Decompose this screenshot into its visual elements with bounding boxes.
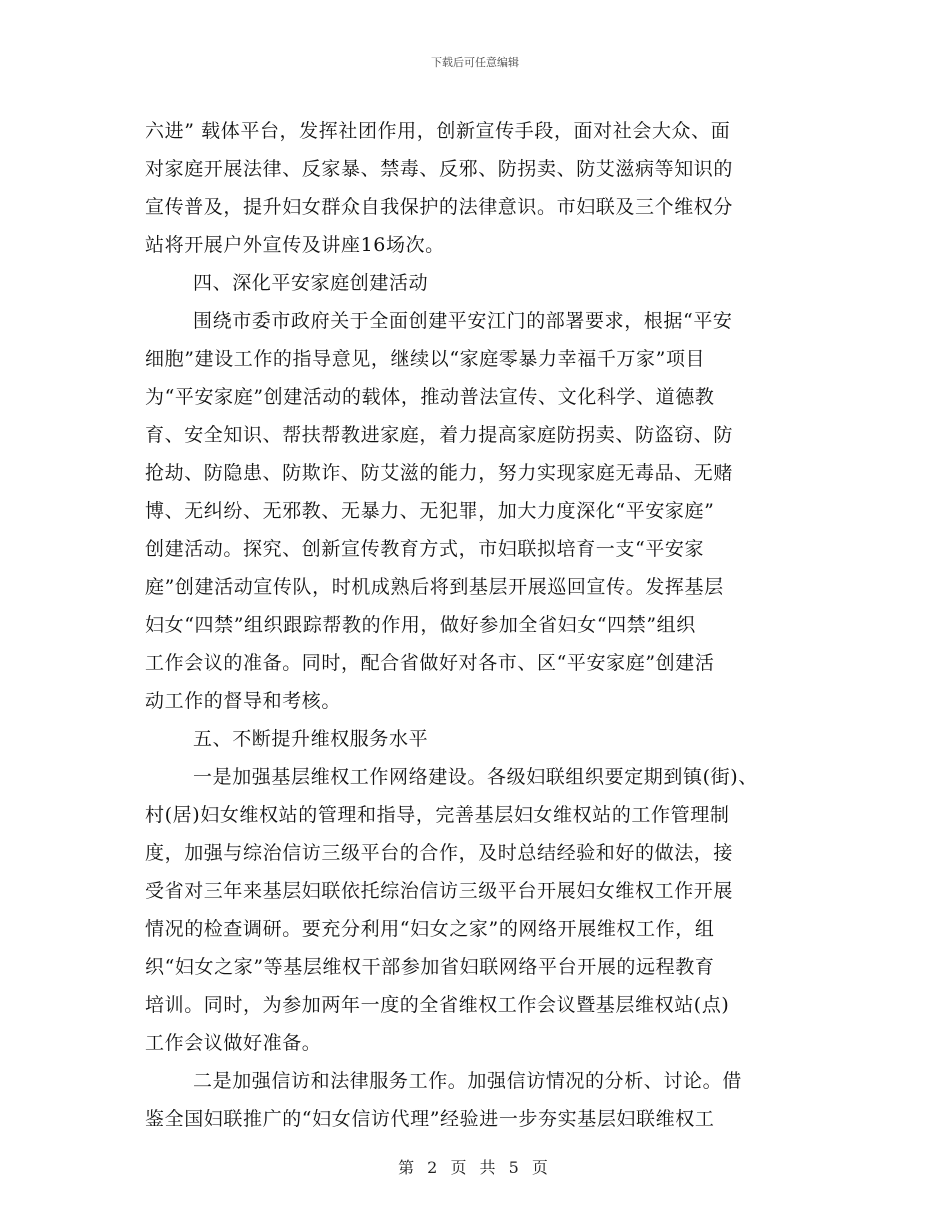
text-line: 抢劫、防隐患、防欺诈、防艾滋的能力，努力实现家庭无毒品、无赌 [145,462,734,484]
text-line: 二是加强信访和法律服务工作。加强信访情况的分析、讨论。借 [193,1070,742,1092]
text-line: 五、不断提升维权服务水平 [193,728,429,750]
text-line: 村(居)妇女维权站的管理和指导，完善基层妇女维权站的工作管理制 [145,804,730,826]
text-line: 度，加强与综治信访三级平台的合作，及时总结经验和好的做法，接 [145,842,734,864]
text-line: 培训。同时，为参加两年一度的全省维权工作会议暨基层维权站(点) [145,994,730,1016]
text-line: 情况的检查调研。要充分利用“妇女之家”的网络开展维权工作，组 [145,918,715,940]
text-line: 围绕市委市政府关于全面创建平安江门的部署要求，根据“平安 [193,310,733,332]
text-line: 工作会议做好准备。 [145,1032,322,1054]
text-line: 受省对三年来基层妇联依托综治信访三级平台开展妇女维权工作开展 [145,880,734,902]
text-line: 细胞”建设工作的指导意见，继续以“家庭零暴力幸福千万家”项目 [145,348,706,370]
text-line: 创建活动。探究、创新宣传教育方式，市妇联拟培育一支“平安家 [145,538,705,560]
text-line: 六进” 载体平台，发挥社团作用，创新宣传手段，面对社会大众、面 [145,120,731,142]
text-line: 为“平安家庭”创建活动的载体，推动普法宣传、文化科学、道德教 [145,386,715,408]
text-line: 庭”创建活动宣传队，时机成熟后将到基层开展巡回宣传。发挥基层 [145,576,724,598]
text-line: 站将开展户外宣传及讲座16场次。 [145,234,445,256]
text-line: 对家庭开展法律、反家暴、禁毒、反邪、防拐卖、防艾滋病等知识的 [145,158,734,180]
page-footer: 第 2 页 共 5 页 [398,1158,552,1177]
text-line: 宣传普及，提升妇女群众自我保护的法律意识。市妇联及三个维权分 [145,196,734,218]
text-line: 鉴全国妇联推广的“妇女信访代理”经验进一步夯实基层妇联维权工 [145,1108,715,1130]
text-line: 妇女“四禁”组织跟踪帮教的作用，做好参加全省妇女“四禁”组织 [145,614,696,636]
text-line: 四、深化平安家庭创建活动 [193,272,429,294]
text-line: 动工作的督导和考核。 [145,690,342,712]
page-header: 下载后可任意编辑 [431,56,519,69]
document-body [145,112,815,1138]
text-line: 一是加强基层维权工作网络建设。各级妇联组织要定期到镇(街)、 [193,766,758,788]
text-line: 博、无纠纷、无邪教、无暴力、无犯罪，加大力度深化“平安家庭” [145,500,715,522]
text-line: 织“妇女之家”等基层维权干部参加省妇联网络平台开展的远程教育 [145,956,715,978]
text-line: 育、安全知识、帮扶帮教进家庭，着力提高家庭防拐卖、防盗窃、防 [145,424,734,446]
text-line: 工作会议的准备。同时，配合省做好对各市、区“平安家庭”创建活 [145,652,715,674]
